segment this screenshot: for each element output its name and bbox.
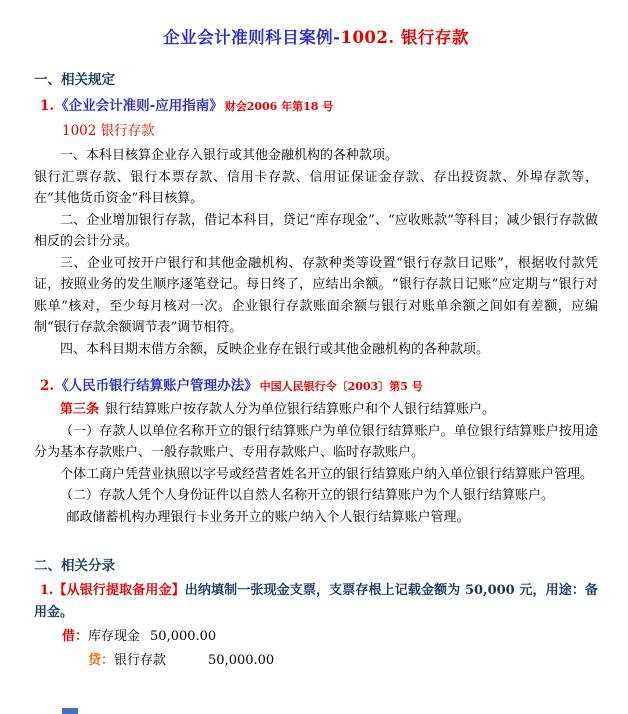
journal-entry-description	[34, 580, 598, 623]
credit-amount: 50,000.00	[208, 653, 275, 668]
reference-1-title: 《企业会计准则-应用指南》	[55, 98, 223, 114]
title-subject: 1002. 银行存款	[340, 28, 469, 47]
reference-1-heading	[40, 94, 598, 114]
regulation-paragraph: 一、本科目核算企业存入银行或其他金融机构的各种款项。	[60, 148, 399, 163]
regulation-paragraph: 邮政储蓄机构办理银行卡业务开立的账户纳入个人银行结算账户管理。	[66, 509, 470, 525]
credit-label: 贷：	[88, 653, 115, 668]
account-subject-line: 1002 银行存款	[62, 123, 155, 139]
reference-2-heading	[40, 374, 598, 394]
entry-text: 出纳填制一张现金支票，支票存根上记载金额为 50,000 元，用途：备用金。	[34, 583, 598, 620]
entry-number: 1.	[39, 583, 54, 598]
page-title	[34, 24, 598, 48]
article-label: 第三条	[60, 402, 100, 417]
regulation-article	[34, 399, 598, 421]
entry-tag: 【从银行提取备用金】	[53, 583, 185, 598]
section-heading-entries: 二、相关分录	[34, 558, 115, 574]
regulation-paragraph: 银行汇票存款、银行本票存款、信用卡存款、信用证保证金存款、存出投资款、外埠存款等，在“其他货币资金”科目核算。	[34, 169, 598, 206]
regulation-paragraph: （一）存款人以单位名称开立的银行结算账户为单位银行结算账户。单位银行结算账户按用途分为基本存款账户、一般存款账户、专用存款账户、临时存款账户。	[34, 423, 598, 460]
page-break-artifact	[62, 708, 78, 714]
regulation-paragraph: （二）存款人凭个人身份证件以自然人名称开立的银行结算账户为个人银行结算账户。	[60, 488, 555, 503]
regulation-paragraph: 二、企业增加银行存款，借记本科目，贷记“库存现金”、“应收账款”等科目；减少银行存款做相反的会计分录。	[34, 212, 598, 249]
section-gap	[34, 542, 598, 554]
credit-account: 银行存款	[114, 653, 167, 668]
section-gap	[34, 528, 598, 542]
reference-2-title: 《人民币银行结算账户管理办法》	[55, 378, 258, 394]
article-text: 银行结算账户按存款人分为单位银行结算账户和个人银行结算账户。	[105, 402, 496, 417]
reference-1-number: 1.	[40, 98, 55, 114]
regulation-paragraph: 三、企业可按开户银行和其他金融机构、存款种类等设置“银行存款日记账”，根据收付款凭证，按照业务的发生顺序逐笔登记。每日终了，应结出余额。“银行存款日记账”应定期与“银行对账单”核对，至少每月核对一次。企业银行存款账面余额与银行对账单余额之间如有差额，应编制“银行存款余额调节表”调节相符。	[34, 255, 598, 335]
debit-amount: 50,000.00	[150, 629, 217, 644]
reference-2-doc-number: 中国人民银行令〔2003〕第5 号	[259, 380, 423, 393]
debit-account: 库存现金	[88, 629, 141, 644]
section-heading-regulations: 一、相关规定	[34, 72, 115, 88]
journal-credit-line	[88, 649, 598, 673]
reference-1-doc-number: 财会2006 年第18 号	[224, 100, 334, 113]
regulation-paragraph: 个体工商户凭营业执照以字号或经营者姓名开立的银行结算账户纳入单位银行结算账户管理。	[60, 466, 594, 482]
journal-debit-line	[62, 625, 598, 649]
reference-2-number: 2.	[40, 378, 55, 394]
title-prefix: 企业会计准则科目案例-	[163, 28, 341, 47]
debit-label: 借：	[62, 629, 89, 644]
regulation-paragraph: 四、本科目期末借方余额，反映企业存在银行或其他金融机构的各种款项。	[60, 341, 490, 357]
section-gap	[34, 360, 598, 374]
